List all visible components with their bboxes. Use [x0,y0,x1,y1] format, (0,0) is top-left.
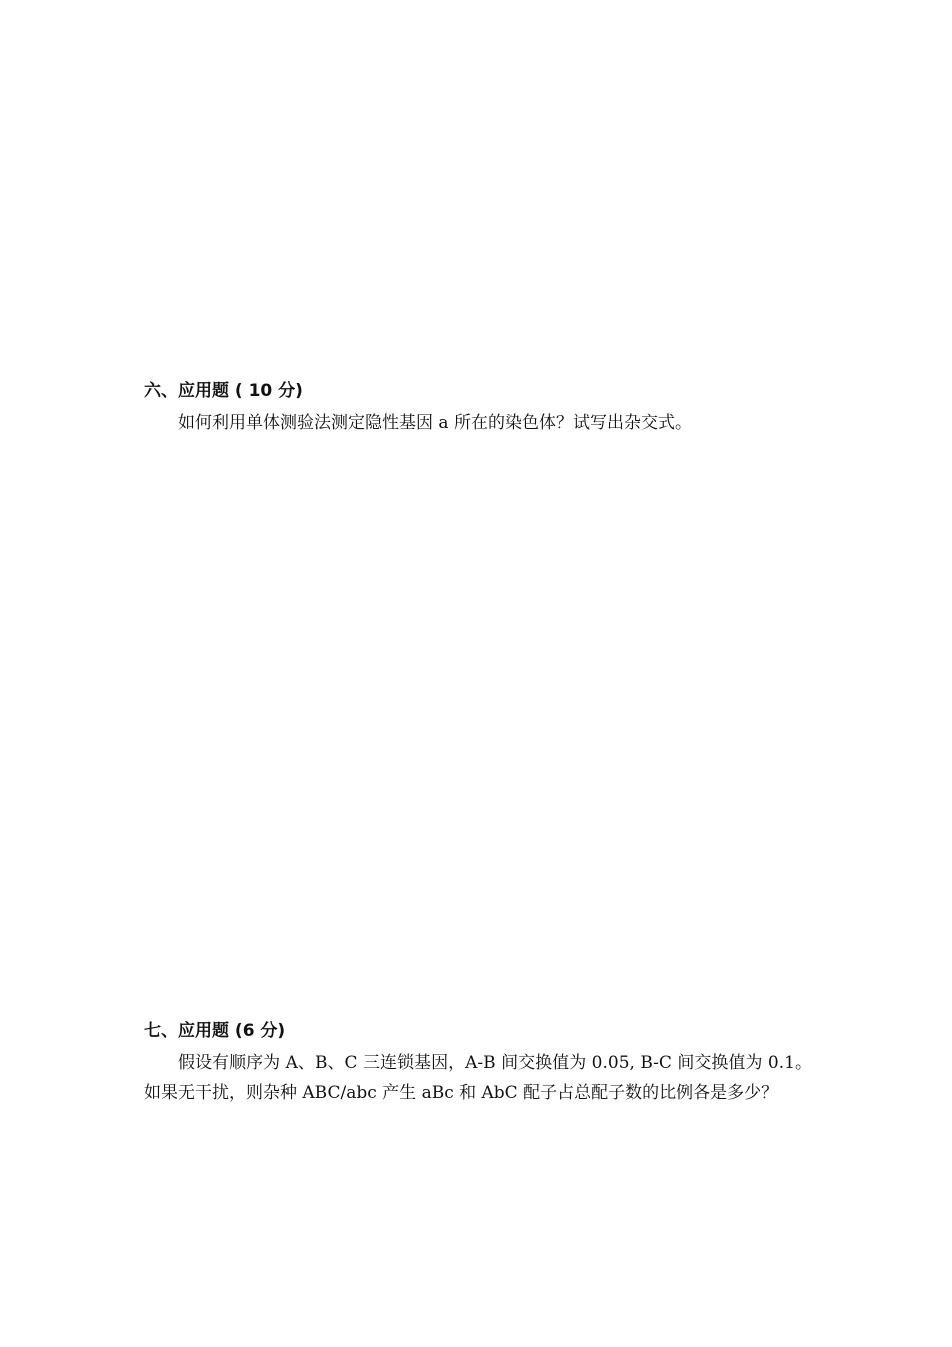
question-6 [144,378,812,438]
question-7-text: 假设有顺序为 A、B、C 三连锁基因，A-B 间交换值为 0.05, B-C 间交换值为 0.1。如果无干扰，则杂种 ABC/abc 产生 aBc 和 AbC 配子占总配子数的比例各是多少？ [144,1053,812,1103]
question-6-text: 如何利用单体测验法测定隐性基因 a 所在的染色体？试写出杂交式。 [178,413,692,433]
question-6-heading: 六、应用题 ( 10 分) [144,381,303,401]
question-7-heading: 七、应用题 (6 分) [144,1021,286,1041]
question-7 [144,1018,812,1108]
